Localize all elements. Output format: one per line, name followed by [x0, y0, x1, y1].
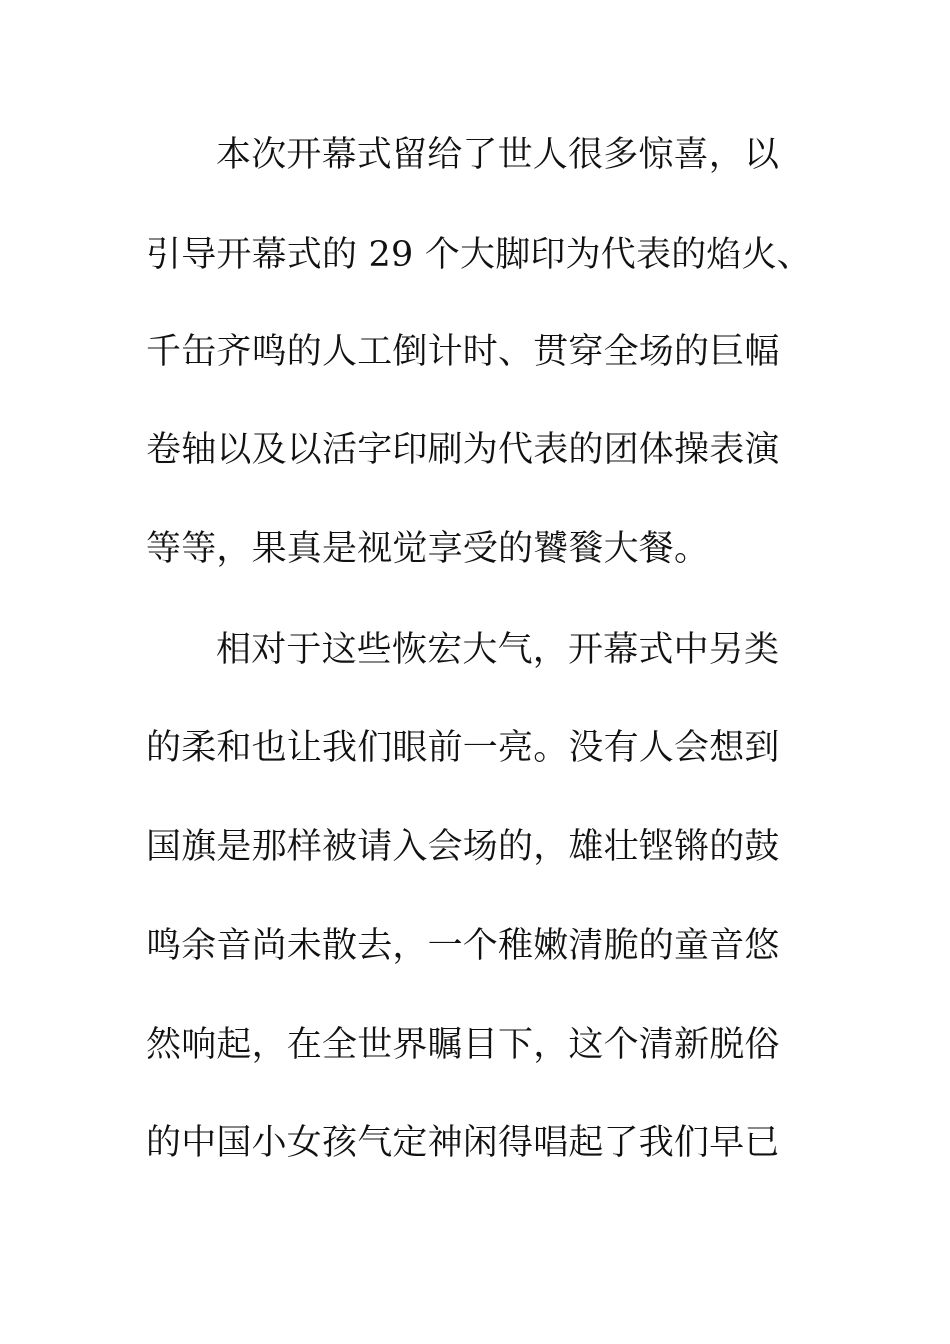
paragraph-1-line-3: 千缶齐鸣的人工倒计时、贯穿全场的巨幅 — [146, 332, 780, 372]
paragraph-2-line-6: 的中国小女孩气定神闲得唱起了我们早已 — [146, 1123, 780, 1163]
paragraph-2-line-3: 国旗是那样被请入会场的，雄壮铿锵的鼓 — [146, 827, 780, 867]
paragraph-1-line-2: 引导开幕式的 29 个大脚印为代表的焰火、 — [146, 235, 812, 275]
paragraph-1-line-1: 本次开幕式留给了世人很多惊喜，以 — [216, 135, 780, 175]
paragraph-2-line-5: 然响起，在全世界瞩目下，这个清新脱俗 — [146, 1025, 780, 1065]
paragraph-1-line-4: 卷轴以及以活字印刷为代表的团体操表演 — [146, 430, 780, 470]
paragraph-2-line-4: 鸣余音尚未散去，一个稚嫩清脆的童音悠 — [146, 926, 780, 966]
paragraph-2-line-2: 的柔和也让我们眼前一亮。没有人会想到 — [146, 728, 780, 768]
paragraph-2-line-1: 相对于这些恢宏大气，开幕式中另类 — [216, 630, 780, 670]
paragraph-1-line-5: 等等，果真是视觉享受的饕餮大餐。 — [146, 529, 710, 569]
